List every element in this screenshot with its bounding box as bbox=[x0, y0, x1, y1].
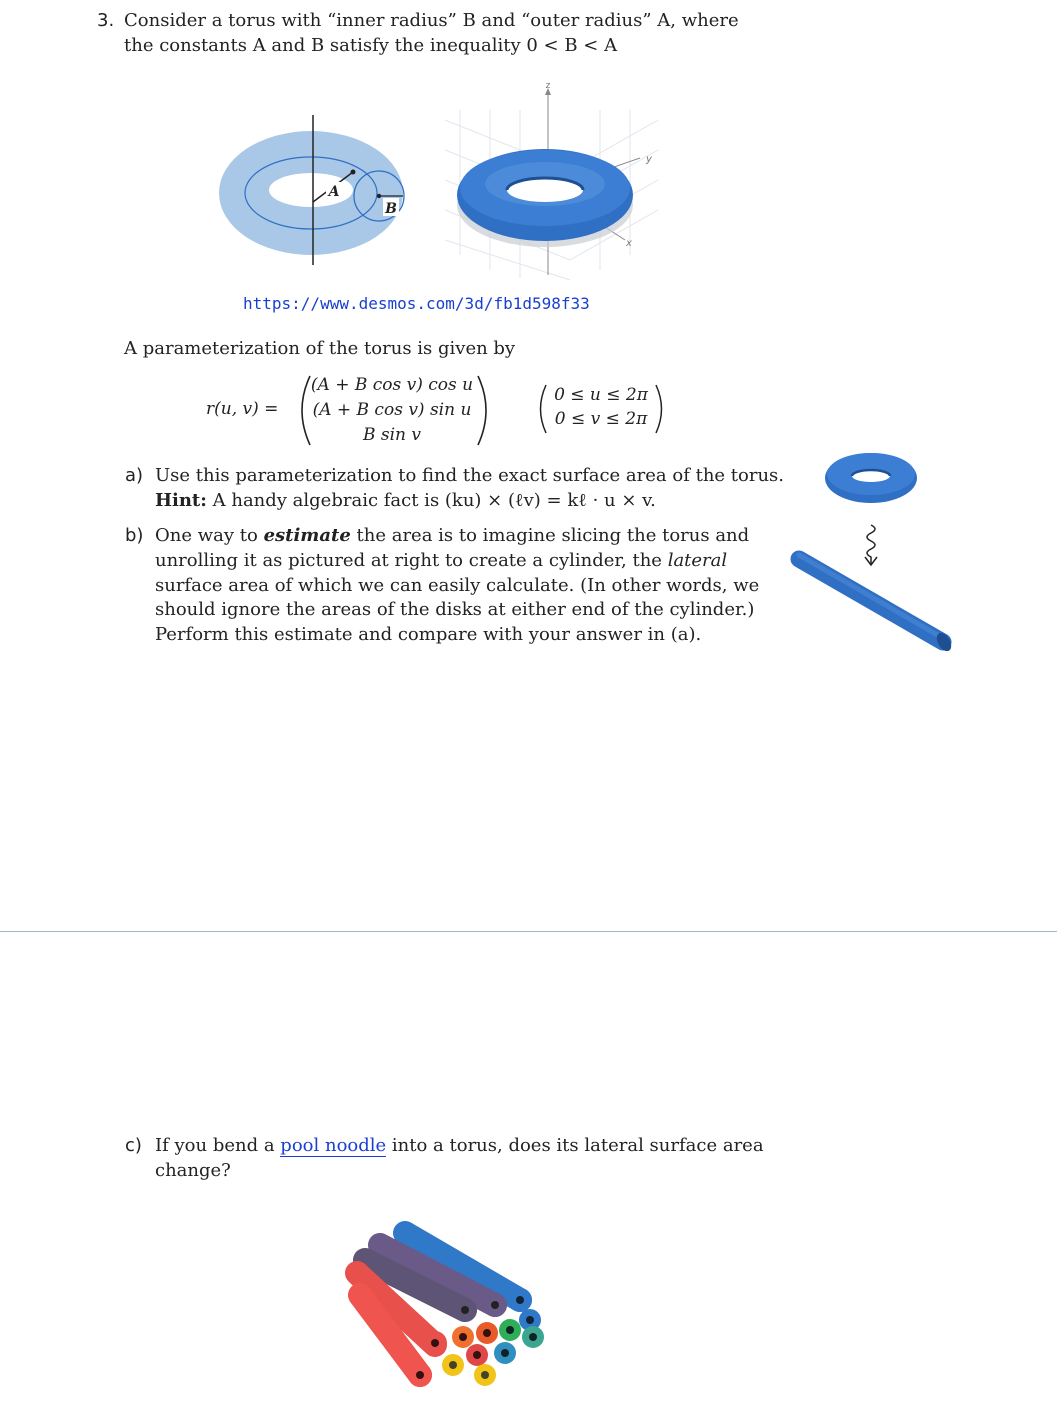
part-a-label: a) bbox=[125, 465, 144, 486]
part-a-line-1: Use this parameterization to find the exact surface area of the torus. bbox=[155, 465, 785, 486]
param-row-2: (A + B cos v) sin u bbox=[312, 400, 472, 420]
squiggle-arrow bbox=[867, 525, 875, 565]
range-v: 0 ≤ v ≤ 2π bbox=[554, 409, 648, 429]
param-row-3: B sin v bbox=[362, 425, 421, 445]
label-A: A bbox=[328, 184, 340, 200]
estimate-emphasis: estimate bbox=[263, 525, 351, 546]
hint-text: A handy algebraic fact is (ku) × (ℓv) = kℓ · u × v. bbox=[212, 490, 656, 511]
part-a-hint bbox=[155, 488, 656, 513]
param-intro: A parameterization of the torus is given by bbox=[124, 338, 516, 359]
label-B: B bbox=[385, 201, 397, 217]
axis-y-label: y bbox=[646, 154, 652, 165]
param-matrix bbox=[306, 373, 478, 448]
intro-line-1: Consider a torus with “inner radius” B and “outer radius” A, where bbox=[124, 10, 739, 31]
part-b-line-3: surface area of which we can easily calculate. (In other words, we bbox=[155, 575, 760, 596]
pool-noodle-link[interactable]: pool noodle bbox=[280, 1135, 387, 1156]
part-b-line-2: unrolling it as pictured at right to create a cylinder, the lateral bbox=[155, 550, 728, 571]
desmos-torus-render bbox=[440, 80, 665, 285]
part-b-line-1: One way to estimate the area is to imagine slicing the torus and bbox=[155, 525, 750, 546]
axis-z-label: z bbox=[545, 81, 551, 91]
range-u: 0 ≤ u ≤ 2π bbox=[554, 385, 648, 405]
param-ranges bbox=[548, 383, 654, 431]
axis-x-label: x bbox=[626, 238, 632, 249]
pool-noodles-image bbox=[345, 1215, 560, 1395]
part-c-line-1: If you bend a pool noodle into a torus, does its lateral surface area bbox=[155, 1135, 764, 1156]
hint-label: Hint: bbox=[155, 490, 207, 511]
page-divider bbox=[0, 931, 1057, 932]
part-b-line-5: Perform this estimate and compare with your answer in (a). bbox=[155, 624, 702, 645]
part-b-line-4: should ignore the areas of the disks at either end of the cylinder.) bbox=[155, 599, 755, 620]
part-b-label: b) bbox=[125, 525, 144, 546]
lateral-emphasis: lateral bbox=[667, 550, 728, 571]
torus-diagram bbox=[215, 110, 415, 270]
param-lhs: r(u, v) = bbox=[206, 399, 279, 419]
desmos-link[interactable]: https://www.desmos.com/3d/fb1d598f33 bbox=[243, 294, 590, 313]
unroll-illustration bbox=[785, 445, 960, 660]
part-c-label: c) bbox=[125, 1135, 142, 1156]
part-c-line-2: change? bbox=[155, 1160, 231, 1181]
problem-number: 3. bbox=[97, 10, 115, 31]
param-row-1: (A + B cos v) cos u bbox=[310, 375, 474, 395]
intro-line-2: the constants A and B satisfy the inequality 0 < B < A bbox=[124, 35, 618, 56]
